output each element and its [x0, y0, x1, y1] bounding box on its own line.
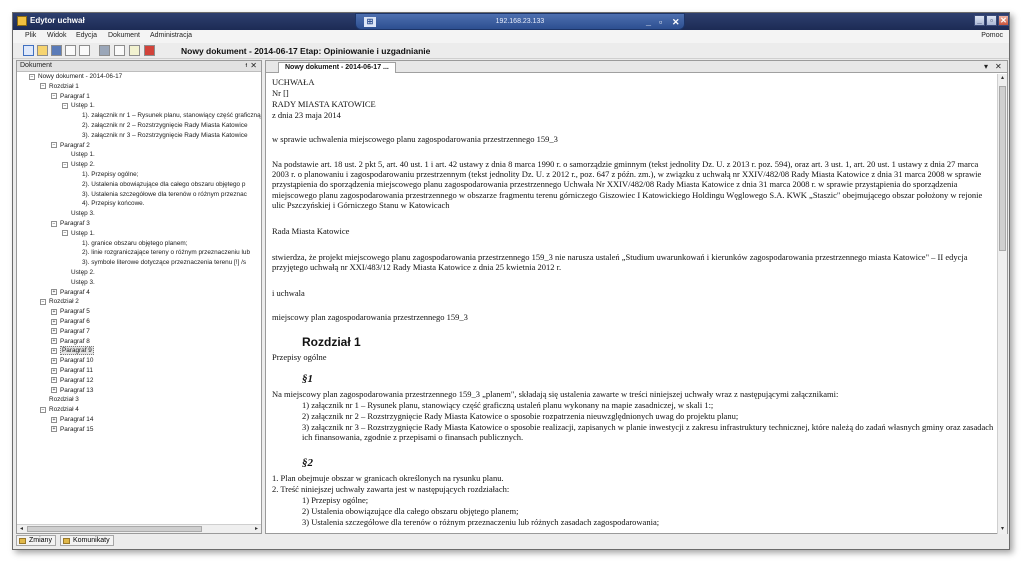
tree-node-label: 2). linie rozgraniczające tereny o różnym przeznaczeniu lub	[82, 249, 251, 257]
tree-node-label: 2). załącznik nr 2 – Rozstrzygnięcie Rady Miasta Katowice	[82, 122, 248, 129]
doc-heading-uchwala: UCHWAŁA	[272, 77, 315, 87]
comment-icon[interactable]	[129, 45, 140, 56]
toolbar	[13, 43, 1009, 59]
section-2-item-1: 1. Plan obejmuje obszar w granicach określonych na rysunku planu.	[272, 473, 504, 483]
attachment-1: 1) załącznik nr 1 – Rysunek planu, stanowiący część graficzną ustaleń planu wykonany na mapie zasadniczej, w skali 1:;	[302, 400, 714, 410]
section-1-intro: Na miejscowy plan zagospodarowania przestrzennego 159_3 „planem", składają się ustalenia zawarte w treści niniejszej uchwały wraz z następującymi załącznikami:	[272, 389, 839, 399]
collapse-icon[interactable]: −	[52, 142, 56, 149]
tree-node[interactable]	[51, 289, 90, 299]
minimize-button[interactable]: _	[974, 15, 985, 26]
expand-icon[interactable]: +	[52, 328, 56, 335]
tree-node[interactable]	[62, 210, 95, 220]
tree-node[interactable]	[40, 396, 79, 406]
collapse-icon[interactable]: −	[52, 220, 56, 227]
open-folder-icon[interactable]	[37, 45, 48, 56]
close-icon[interactable]: ✕	[250, 61, 257, 70]
expand-icon[interactable]: +	[52, 318, 56, 325]
tree-node[interactable]	[62, 279, 95, 289]
menu-edycja[interactable]: Edycja	[76, 32, 98, 39]
tree-node[interactable]	[62, 269, 95, 279]
expand-icon[interactable]: +	[52, 338, 56, 345]
rdp-restore-button[interactable]: ▫	[659, 17, 663, 27]
tab-dropdown-icon[interactable]: ▾	[984, 62, 989, 71]
tree-node[interactable]	[73, 181, 245, 191]
doc-plan-title: miejscowy plan zagospodarowania przestrzennego 159_3	[272, 312, 468, 322]
tree-node-label: 2). Ustalenia obowiązujące dla całego obszaru objętego p	[82, 180, 246, 188]
changes-icon	[19, 538, 26, 544]
tree-node-label: Ustęp 1.	[71, 229, 95, 237]
scroll-thumb[interactable]	[999, 86, 1006, 251]
tree-node[interactable]	[40, 406, 79, 416]
tree-node[interactable]	[73, 112, 261, 122]
tree-node-label: 1). granice obszaru objętego planem;	[82, 239, 188, 247]
scroll-right-icon[interactable]: ▸	[254, 526, 258, 532]
doc-council-name: Rada Miasta Katowice	[272, 226, 350, 236]
tree-node[interactable]	[62, 102, 95, 112]
tree-node-label: Ustęp 2.	[71, 269, 95, 276]
doc-date: z dnia 23 maja 2014	[272, 110, 341, 120]
tree-node-label: Paragraf 10	[60, 357, 94, 365]
expand-icon[interactable]: +	[52, 289, 56, 296]
expand-icon[interactable]: +	[52, 367, 56, 374]
document-stage-title: Nowy dokument - 2014-06-17 Etap: Opiniowanie i uzgadnianie	[181, 46, 431, 56]
tree-node-label: Paragraf 2	[60, 141, 90, 149]
remote-ip-label: 192.168.23.133	[495, 18, 545, 25]
tree-node[interactable]	[51, 387, 93, 397]
panel-title: Dokument	[20, 62, 52, 69]
tree-node-label: 1). załącznik nr 1 – Rysunek planu, stanowiący część graficzną	[82, 112, 261, 120]
app-window	[12, 12, 1010, 550]
scroll-left-icon[interactable]: ◂	[19, 526, 23, 532]
tree-node-label: 3). Ustalenia szczegółowe dla terenów o różnym przeznac	[82, 190, 247, 198]
expand-icon[interactable]: +	[52, 426, 56, 433]
collapse-icon[interactable]: −	[63, 230, 67, 237]
collapse-icon[interactable]: −	[52, 93, 56, 100]
rdp-minimize-button[interactable]: _	[646, 17, 652, 27]
tree-node-label: Rozdział 2	[49, 298, 79, 306]
app-icon	[17, 16, 27, 26]
collapse-icon[interactable]: −	[41, 298, 45, 305]
horizontal-scrollbar[interactable]	[17, 524, 261, 533]
document-tree	[17, 73, 261, 521]
tree-node-label: Paragraf 14	[60, 416, 94, 423]
new-document-icon[interactable]	[23, 45, 34, 56]
expand-icon[interactable]: +	[52, 387, 56, 394]
title-bar	[13, 13, 1009, 30]
close-button[interactable]: ✕	[998, 15, 1009, 26]
tree-node-label: Rozdział 1	[49, 82, 79, 90]
export-icon[interactable]	[79, 45, 90, 56]
tree-node[interactable]	[40, 298, 79, 308]
tree-node[interactable]	[62, 151, 95, 161]
document-tabs	[266, 61, 1007, 73]
tree-node-label: Ustęp 3.	[71, 278, 95, 286]
expand-icon[interactable]: +	[52, 416, 56, 423]
collapse-icon[interactable]: −	[41, 83, 45, 90]
preview-icon[interactable]	[114, 45, 125, 56]
attachment-3: 3) załącznik nr 3 – Rozstrzygnięcie Rady Miasta Katowice o sposobie realizacji, zapisanych w planie inwestycji z zakresu infrastruktury technicznej, które należą do zadań własnych gminy oraz zasadach ich finansowania, zgodnie z przepisami o finansach publicznych.	[302, 422, 994, 443]
tree-node-label: Paragraf 6	[60, 318, 90, 325]
tree-node-label: Paragraf 1	[60, 92, 90, 100]
menu-dokument[interactable]: Dokument	[108, 32, 140, 39]
pin-icon[interactable]: ⊞	[364, 17, 376, 27]
save-icon[interactable]	[51, 45, 62, 56]
tree-node[interactable]	[51, 426, 93, 436]
tree-node[interactable]	[62, 230, 95, 240]
section-2-heading: §2	[302, 457, 313, 469]
print-icon[interactable]	[99, 45, 110, 56]
menu-plik[interactable]: Plik	[25, 32, 37, 39]
rdp-close-button[interactable]: ✕	[672, 17, 680, 27]
collapse-icon[interactable]: −	[30, 73, 34, 80]
doc-resolves: i uchwala	[272, 288, 305, 298]
tree-node-label: Paragraf 15	[60, 425, 94, 433]
tree-node[interactable]	[51, 367, 93, 377]
tree-node[interactable]	[51, 220, 90, 230]
tree-node-label: Ustęp 2.	[71, 161, 95, 169]
tree-node-label: Paragraf 13	[60, 386, 94, 394]
section-2-item-2: 2. Treść niniejszej uchwały zawarta jest w następujących rozdziałach:	[272, 484, 510, 494]
copy-icon[interactable]	[65, 45, 76, 56]
tree-node[interactable]	[51, 416, 93, 426]
tree-node[interactable]	[51, 347, 94, 357]
tree-node-label: Paragraf 3	[60, 220, 90, 227]
tree-node[interactable]	[51, 377, 93, 387]
scroll-down-icon[interactable]: ▾	[1000, 526, 1004, 532]
tree-node-label: Paragraf 5	[60, 308, 90, 316]
pin-icon[interactable]: ᵼ	[245, 62, 247, 69]
tree-node[interactable]	[73, 191, 247, 201]
tree-node[interactable]	[51, 318, 90, 328]
collapse-icon[interactable]: −	[41, 406, 45, 413]
tree-node[interactable]	[62, 161, 95, 171]
menu-widok[interactable]: Widok	[47, 32, 67, 39]
tree-node-label: Ustęp 1.	[71, 102, 95, 110]
tree-node[interactable]	[51, 93, 90, 103]
vertical-scrollbar[interactable]	[997, 74, 1007, 534]
tree-node-label: Paragraf 4	[60, 288, 90, 296]
doc-council: RADY MIASTA KATOWICE	[272, 99, 376, 109]
menu-administracja[interactable]: Administracja	[150, 32, 193, 39]
tree-node[interactable]	[73, 249, 250, 259]
chapter-subtitle: Przepisy ogólne	[272, 352, 327, 362]
tree-node-label: 3). symbole literowe dotyczące przeznaczenia terenu [!] /s	[82, 259, 247, 267]
tree-node-label: Nowy dokument - 2014-06-17	[38, 73, 123, 80]
tree-node[interactable]	[73, 132, 248, 142]
tree-node[interactable]	[29, 73, 122, 83]
tree-node-label: Paragraf 12	[60, 376, 94, 384]
doc-statement: stwierdza, że projekt miejscowego planu zagospodarowania przestrzennego 159_3 nie narusza ustaleń „Studium uwarunkowań i kierunków zagospodarowania przestrzennego miasta Katowice" – II edycja przyjętego uchwałą nr XXI/483/12 Rady Miasta Katowice z dnia 25 kwietnia 2012 r.	[272, 252, 968, 273]
chapter-heading: Rozdział 1	[302, 335, 361, 349]
messages-icon	[63, 538, 70, 544]
tree-node-label: Ustęp 3.	[71, 210, 95, 218]
document-content[interactable]	[272, 75, 994, 533]
attachment-2: 2) załącznik nr 2 – Rozstrzygnięcie Rady Miasta Katowice o sposobie rozpatrzenia nieuwzględnionych uwag do projektu planu;	[302, 411, 739, 421]
tree-node[interactable]	[51, 142, 90, 152]
bottom-tabs	[16, 535, 316, 547]
tree-node-label: Rozdział 4	[49, 406, 79, 414]
pdf-icon[interactable]	[144, 45, 155, 56]
restore-button[interactable]: ▫	[986, 15, 997, 26]
tab-document[interactable]: Nowy dokument - 2014-06-17 ...	[278, 62, 396, 73]
tree-node-label: Paragraf 11	[60, 367, 93, 374]
tree-node[interactable]	[51, 357, 93, 367]
tree-node[interactable]	[73, 200, 145, 210]
doc-subject: w sprawie uchwalenia miejscowego planu zagospodarowania przestrzennego 159_3	[272, 134, 558, 144]
panel-header	[17, 61, 261, 72]
expand-icon[interactable]: +	[52, 357, 56, 364]
expand-icon[interactable]: +	[52, 308, 56, 315]
tab-label: Komunikaty	[73, 537, 110, 544]
tree-node-label: 4). Przepisy końcowe.	[82, 200, 145, 208]
scroll-thumb[interactable]	[27, 526, 202, 532]
section-1-heading: §1	[302, 373, 313, 385]
tree-node-label: 3). załącznik nr 3 – Rozstrzygnięcie Rady Miasta Katowice	[82, 131, 248, 139]
tree-node-label: Paragraf 8	[60, 337, 90, 345]
tree-node-label: Paragraf 9	[62, 347, 92, 355]
menu-bar	[13, 30, 1009, 43]
tree-node-label: 1). Przepisy ogólne;	[82, 171, 139, 178]
chapter-list-item-2: 2) Ustalenia obowiązujące dla całego obszaru objętego planem;	[302, 506, 519, 516]
expand-icon[interactable]: +	[52, 347, 56, 354]
doc-number: Nr []	[272, 88, 289, 98]
tree-node-label: Ustęp 1.	[71, 151, 95, 159]
chapter-list-item-1: 1) Przepisy ogólne;	[302, 495, 369, 505]
remote-desktop-bar	[355, 13, 685, 30]
tree-node-label: Paragraf 7	[60, 327, 90, 335]
tab-label: Zmiany	[29, 537, 52, 544]
document-tree-panel	[16, 60, 262, 534]
tree-node[interactable]	[73, 259, 246, 269]
collapse-icon[interactable]: −	[63, 161, 67, 168]
tree-node[interactable]	[73, 171, 138, 181]
tree-node[interactable]	[51, 308, 90, 318]
tree-node[interactable]	[40, 83, 79, 93]
tab-komunikaty[interactable]	[60, 535, 114, 546]
collapse-icon[interactable]: −	[63, 102, 67, 109]
tree-node[interactable]	[73, 240, 188, 250]
window-title: Edytor uchwał	[30, 16, 85, 25]
tree-node-label: Rozdział 3	[49, 396, 79, 404]
tree-node[interactable]	[73, 122, 248, 132]
document-editor-panel	[265, 60, 1008, 534]
tree-node[interactable]	[51, 328, 90, 338]
scroll-up-icon[interactable]: ▴	[1000, 75, 1004, 81]
doc-legal-basis: Na podstawie art. 18 ust. 2 pkt 5, art. 40 ust. 1 i art. 42 ustawy z dnia 8 marca 1990 r. o samorządzie gminnym (tekst jednolity Dz. U. z 2013 r. poz. 594), oraz art. 3 ust. 1, art. 20 ust. 1 ustawy z dnia 27 marca 2003 r. o planowaniu i zagospodarowaniu przestrzennym (tekst jednolity Dz. U. z 2012 r., poz. 647 z późn. zm.), w związku z uchwałą nr XXIV/482/08 Rady Miasta Katowice z dnia 31 marca 2008 w sprawie przystąpienia do sporządzenia miejscowego planu zagospodarowania przestrzennego Uchwała Nr XXIV/482/08 Rady Miasta Katowice z dnia 31 marca 2008 r. w sprawie przystąpienia do sporządzenia miejscowego planu zagospodarowania przestrzennego w obszarze fragmentu terenu górniczego Giszowiec I Katowickiego Holdingu Węglowego S.A. KWK „Staszic" obejmującego obszar położony w rejonie ulic Pszczyńskiej i Górniczego Stanu w Katowicach	[272, 159, 983, 210]
tab-close-icon[interactable]: ✕	[995, 62, 1002, 71]
expand-icon[interactable]: +	[52, 377, 56, 384]
chapter-list-item-3: 3) Ustalenia szczegółowe dla terenów o różnym przeznaczeniu lub różnych zasadach zagospodarowania;	[302, 517, 660, 527]
tab-zmiany[interactable]	[16, 535, 56, 546]
menu-pomoc[interactable]: Pomoc	[981, 32, 1003, 39]
